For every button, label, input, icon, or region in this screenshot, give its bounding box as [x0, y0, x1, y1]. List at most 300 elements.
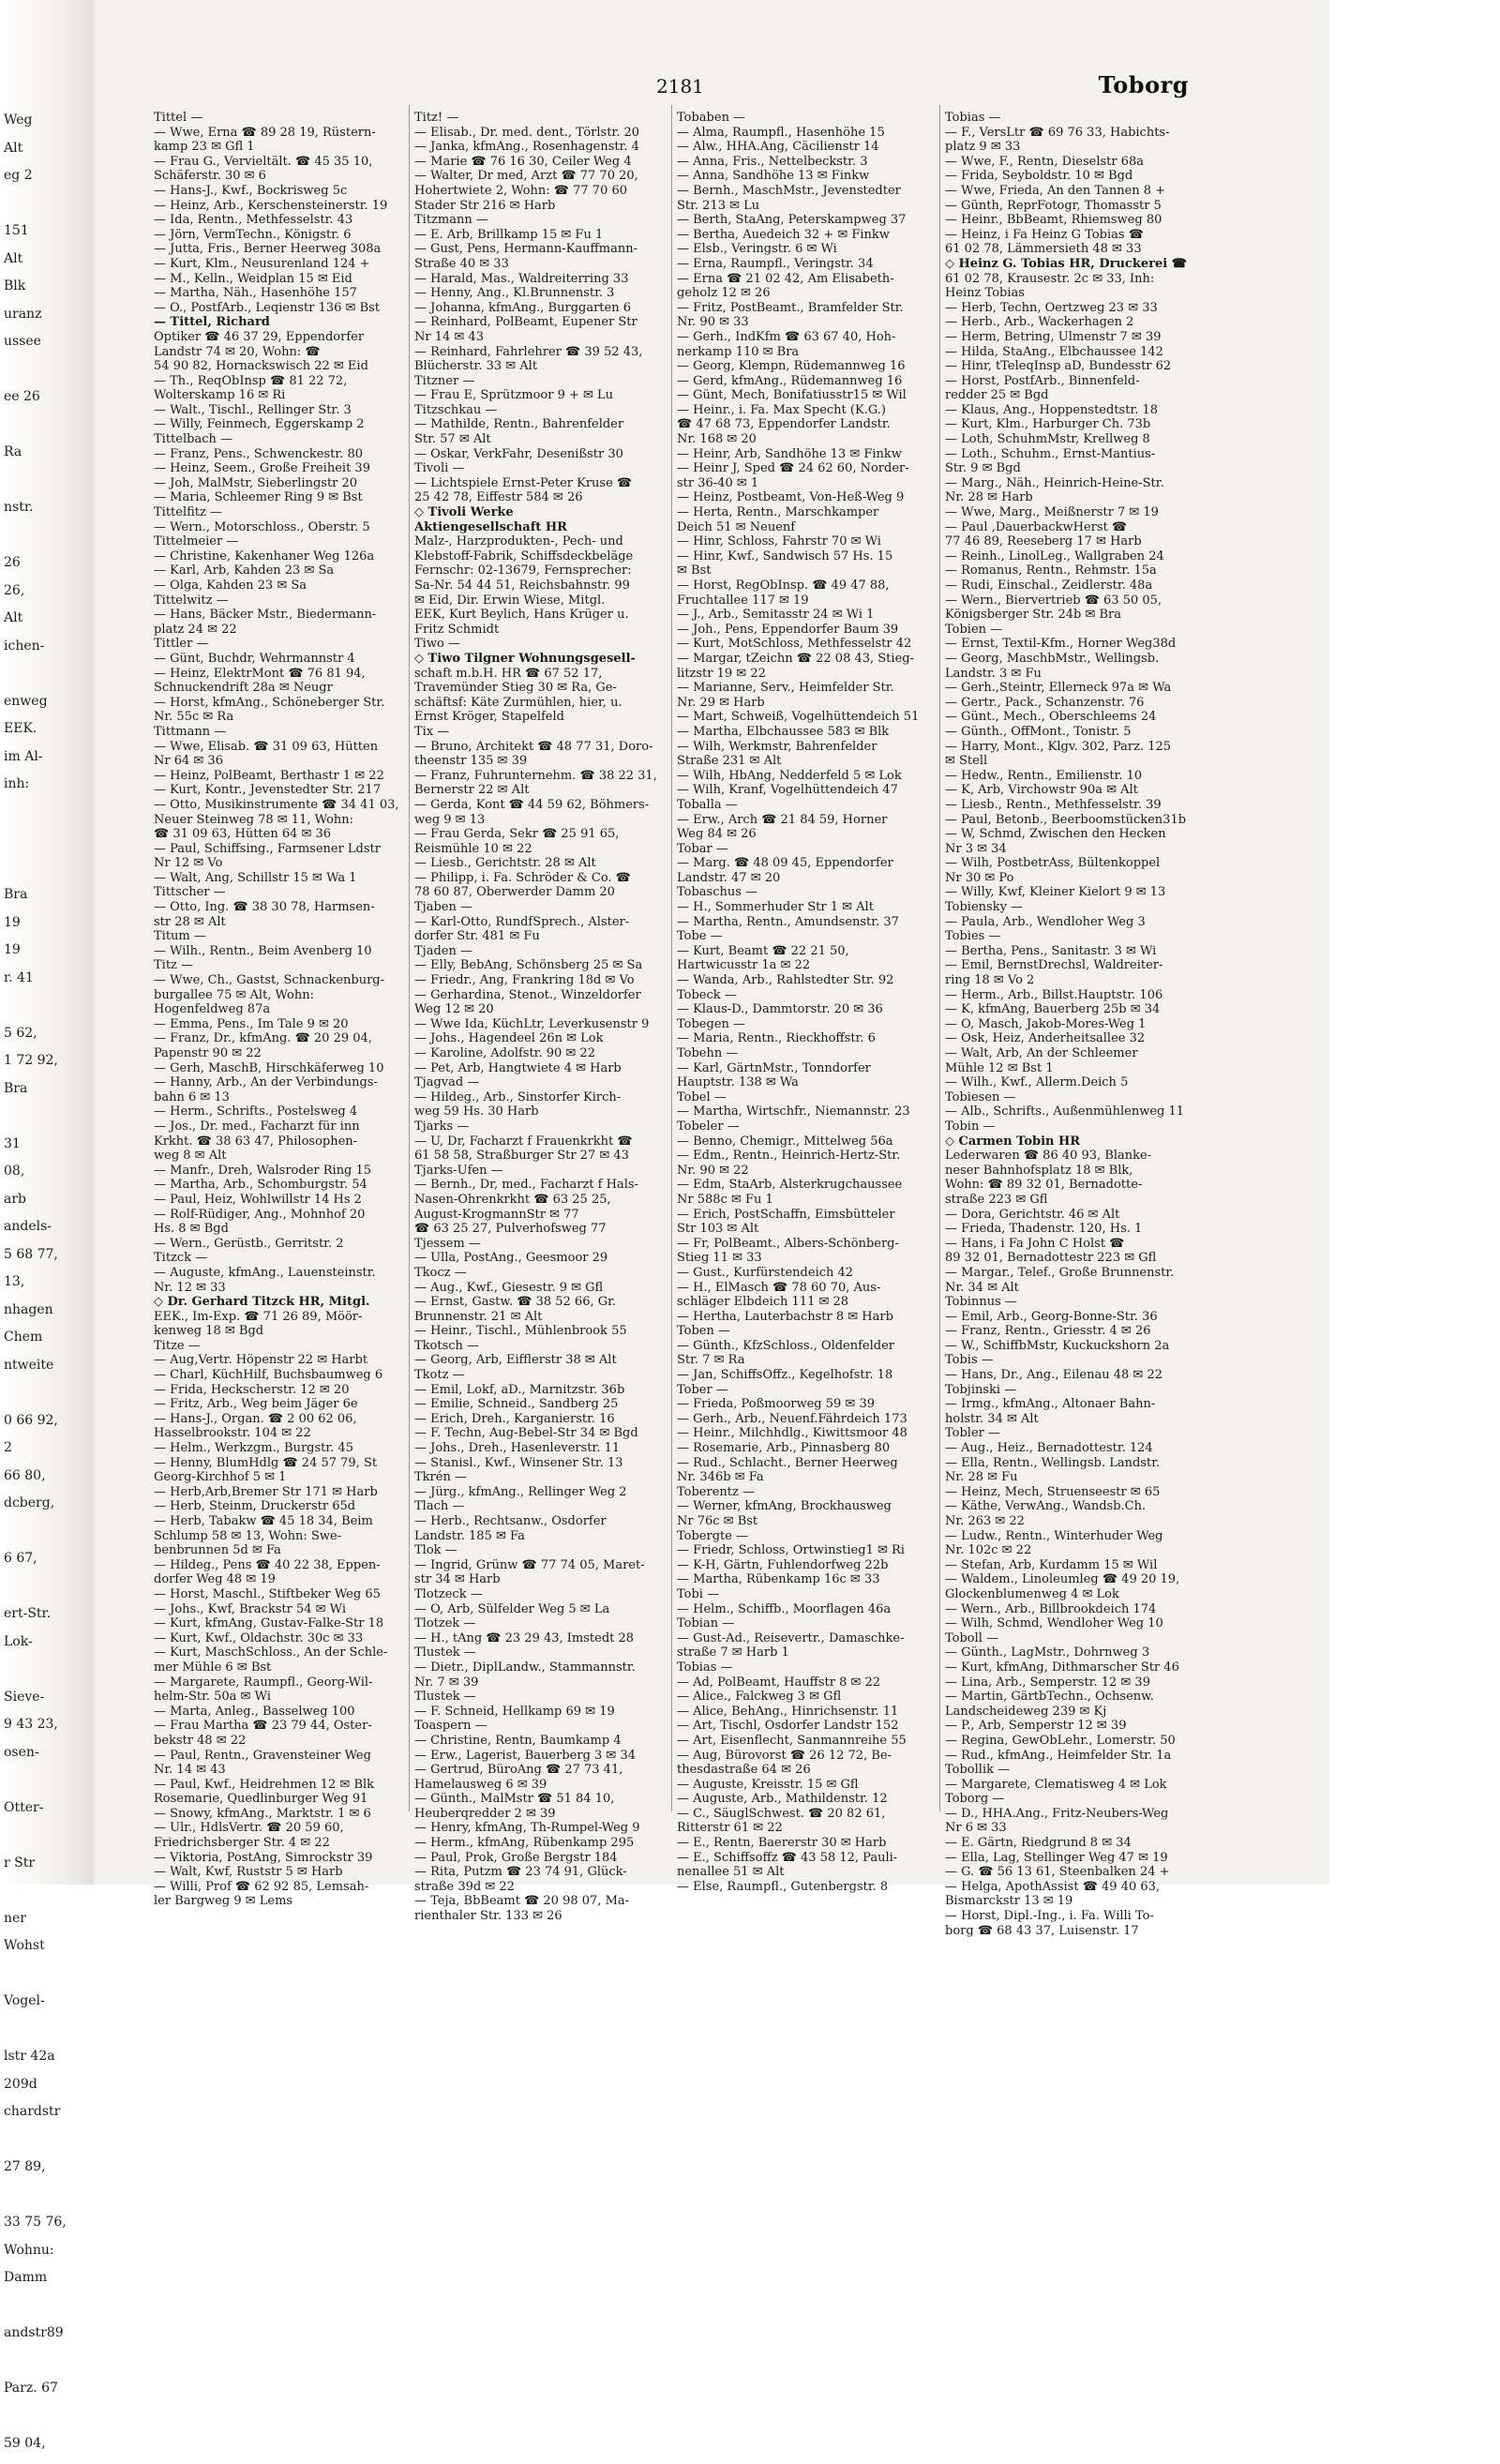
directory-entry-line: — Snowy, kfmAng., Marktstr. 1 ✉ 6 [154, 1806, 371, 1821]
directory-entry-line: Nr. 168 ✉ 20 [677, 432, 757, 447]
directory-entry-line: — Walter, Dr med, Arzt ☎ 77 70 20, [414, 169, 638, 184]
margin-fragment: 19 [4, 942, 21, 957]
surname-heading: Tobias — [677, 1660, 733, 1675]
directory-entry-line: 78 60 87, Oberwerder Damm 20 [414, 885, 615, 900]
directory-entry-line: — Paul, Betonb., Beerboomstücken31b [945, 812, 1187, 827]
margin-fragment: 59 04, [4, 2436, 46, 2451]
directory-entry-line: ☎ 31 09 63, Hütten 64 ✉ 36 [154, 827, 332, 842]
directory-entry-line: — Gerda, Kont ☎ 44 59 62, Böhmers- [414, 797, 650, 812]
directory-entry-line: — Osk, Heiz, Anderheitsallee 32 [945, 1031, 1146, 1046]
directory-entry-line: — O, Masch, Jakob-Mores-Weg 1 [945, 1016, 1147, 1031]
previous-page-edge-text [4, 113, 92, 2464]
directory-entry-line: — Martha, Elbchaussee 583 ✉ Blk [677, 724, 890, 739]
directory-entry-line: 89 32 01, Bernadottestr 223 ✉ Gfl [945, 1251, 1157, 1266]
directory-entry-line: — Walt, Ang, Schillstr 15 ✉ Wa 1 [154, 870, 357, 885]
directory-entry-line: Landstr. 185 ✉ Fa [414, 1528, 525, 1543]
directory-entry-line: Nr. 7 ✉ 39 [414, 1675, 479, 1690]
margin-fragment: andels- [4, 1219, 52, 1234]
surname-heading: Toborg — [945, 1792, 1005, 1807]
directory-entry-line: — Günth., OffMont., Tonistr. 5 [945, 724, 1132, 739]
margin-fragment [4, 1966, 92, 1994]
directory-entry-line: — Frida, Heckscherstr. 12 ✉ 20 [154, 1382, 350, 1397]
directory-entry-line: Straße 231 ✉ Alt [677, 754, 782, 769]
margin-fragment: EEK. [4, 721, 38, 736]
directory-entry-line: — Gerh, MaschB, Hirschkäferweg 10 [154, 1060, 384, 1075]
margin-fragment: Bra [4, 1080, 28, 1096]
directory-entry-line: — Mathilde, Rentn., Bahrenfelder [414, 417, 624, 432]
directory-entry-line: Nr 588c ✉ Fu 1 [677, 1192, 773, 1207]
directory-entry-line: — Rud., Schlacht., Berner Heerweg [677, 1455, 898, 1470]
directory-entry-line: — Aug., Heiz., Bernadottestr. 124 [945, 1441, 1153, 1456]
directory-entry-line: — Stefan, Arb, Kurdamm 15 ✉ Wil [945, 1557, 1158, 1572]
directory-entry-line: — Wern., Biervertrieb ☎ 63 50 05, [945, 593, 1162, 608]
margin-fragment: enweg [4, 693, 48, 709]
surname-heading: Titum — [154, 929, 206, 944]
directory-entry-line: Weg 12 ✉ 20 [414, 1002, 494, 1017]
surname-heading: Tobaschus — [677, 885, 758, 900]
margin-fragment: im Al- [4, 748, 43, 764]
directory-entry-line: — Bertha, Pens., Sanitastr. 3 ✉ Wi [945, 943, 1157, 958]
directory-entry-line: Mühle 12 ✉ Bst 1 [945, 1060, 1054, 1075]
directory-entry-line: — Stanisl., Kwf., Winsener Str. 13 [414, 1455, 623, 1470]
surname-heading: Tkotsch — [414, 1338, 480, 1353]
directory-entry-line: — Reinhard, Fahrlehrer ☎ 39 52 43, [414, 344, 643, 359]
directory-entry-line: — Wanda, Arb., Rahlstedter Str. 92 [677, 973, 894, 988]
directory-entry-line: — Margar, tZeichn ☎ 22 08 43, Stieg- [677, 651, 914, 666]
directory-entry-line: Nr. 102c ✉ 22 [945, 1543, 1032, 1558]
directory-entry-line: — Günt, Mech, Bonifatiusstr15 ✉ Wil [677, 388, 907, 403]
directory-entry-line: ring 18 ✉ Vo 2 [945, 973, 1035, 988]
directory-entry-line: — Marie ☎ 76 16 30, Ceiler Weg 4 [414, 154, 632, 169]
directory-entry-line: Nr. 55c ✉ Ra [154, 710, 234, 725]
margin-fragment [4, 832, 92, 860]
directory-entry-line: — Karl-Otto, RundfSprech., Alster- [414, 914, 630, 929]
surname-heading: Titz — [154, 958, 194, 973]
directory-entry-line: — Günth., MalMstr ☎ 51 84 10, [414, 1792, 615, 1807]
directory-entry-line: — Marg., Näh., Heinrich-Heine-Str. [945, 475, 1164, 490]
directory-entry-line: Rosemarie, Quedlinburger Weg 91 [154, 1792, 368, 1807]
directory-entry-line: — Paul, Heiz, Wohlwillstr 14 Hs 2 [154, 1192, 362, 1207]
directory-entry-line: — Dora, Gerichtstr. 46 ✉ Alt [945, 1207, 1120, 1222]
directory-entry-line: — Horst, Maschl., Stiftbeker Weg 65 [154, 1586, 381, 1601]
margin-fragment [4, 1827, 92, 1856]
directory-entry-line: Str. 7 ✉ Ra [677, 1353, 745, 1368]
margin-fragment [4, 666, 92, 694]
directory-entry-line: — Horst, RegObInsp. ☎ 49 47 88, [677, 578, 890, 593]
directory-entry-line: holstr. 34 ✉ Alt [945, 1411, 1039, 1426]
page-number: 2181 [656, 75, 704, 98]
column-rule [671, 105, 672, 1811]
directory-entry-line: Str. 9 ✉ Bgd [945, 461, 1021, 476]
directory-entry-line: — M., Kelln., Weidplan 15 ✉ Eid [154, 271, 352, 286]
directory-entry-line: — Art, Tischl, Osdorfer Landstr 152 [677, 1719, 899, 1734]
directory-entry-line: Optiker ☎ 46 37 29, Eppendorfer [154, 329, 365, 344]
directory-entry-line: — Heinr J, Sped ☎ 24 62 60, Norder- [677, 461, 909, 476]
directory-entry-line: — Heinz, PolBeamt, Berthastr 1 ✉ 22 [154, 768, 384, 783]
directory-entry-line: Wohn: ☎ 89 32 01, Bernadotte- [945, 1178, 1143, 1193]
surname-heading: Tobiensky — [945, 900, 1024, 915]
directory-entry-line: — Paul, Kwf., Heidrehmen 12 ✉ Blk [154, 1777, 375, 1792]
directory-entry-line: — Hans, Bäcker Mstr., Biedermann- [154, 608, 377, 623]
directory-entry-line: ✉ Stell [945, 754, 988, 769]
directory-entry-line: — K, kfmAng, Bauerberg 25b ✉ 34 [945, 1002, 1161, 1017]
margin-fragment: nhagen [4, 1301, 53, 1317]
directory-entry-line: — Margarete, Clematisweg 4 ✉ Lok [945, 1777, 1167, 1792]
surname-heading: Tittler — [154, 637, 209, 652]
margin-fragment: 27 89, [4, 2159, 46, 2174]
directory-entry-line: Klebstoff-Fabrik, Schiffsdeckbeläge [414, 548, 634, 563]
directory-entry-line: — Aug,Vertr. Höpenstr 22 ✉ Harbt [154, 1353, 368, 1368]
directory-entry-line: — O, Arb, Sülfelder Weg 5 ✉ La [414, 1601, 610, 1616]
surname-heading: Tobjinski — [945, 1382, 1017, 1397]
margin-fragment [4, 362, 92, 390]
directory-entry-line: — Ernst, Textil-Kfm., Horner Weg38d [945, 637, 1177, 652]
directory-entry-line: — Herm., kfmAng, Rübenkamp 295 [414, 1836, 635, 1851]
directory-entry-line: — Martin, GärtbTechn., Ochsenw. [945, 1690, 1154, 1705]
directory-entry-line: — Emilie, Schneid., Sandberg 25 [414, 1397, 619, 1412]
directory-entry-line: Blücherstr. 33 ✉ Alt [414, 359, 538, 374]
directory-entry-line: ler Bargweg 9 ✉ Lems [154, 1894, 293, 1909]
directory-entry-line: — Hinr, Schloss, Fahrstr 70 ✉ Wi [677, 534, 881, 549]
directory-entry-line: — Martha, Wirtschfr., Niemannstr. 23 [677, 1104, 910, 1119]
directory-entry-line: platz 9 ✉ 33 [945, 140, 1021, 155]
margin-fragment [4, 1108, 92, 1136]
directory-entry-line: — Käthe, VerwAng., Wandsb.Ch. [945, 1499, 1147, 1514]
directory-entry-line: — Gertr., Pack., Schanzenstr. 76 [945, 695, 1145, 710]
margin-fragment [4, 1579, 92, 1607]
margin-fragment: 13, [4, 1274, 25, 1289]
directory-entry-line: — Auguste, Arb., Mathildenstr. 12 [677, 1792, 888, 1807]
directory-entry-line: — Gust, Pens, Hermann-Kauffmann- [414, 242, 638, 257]
directory-entry-line: — Aug., Kwf., Giesestr. 9 ✉ Gfl [414, 1280, 604, 1295]
directory-entry-line: Glockenblumenweg 4 ✉ Lok [945, 1586, 1119, 1601]
directory-entry-line: straße 7 ✉ Harb 1 [677, 1645, 789, 1660]
directory-entry-line: — Alice., Falckweg 3 ✉ Gfl [677, 1690, 842, 1705]
margin-fragment: Alt [4, 610, 23, 625]
directory-entry-line: — Frau Martha ☎ 23 79 44, Oster- [154, 1719, 372, 1734]
directory-entry-line: — Heinr, Arb, Sandhöhe 13 ✉ Finkw [677, 446, 902, 461]
margin-fragment: dcberg, [4, 1495, 55, 1510]
directory-entry-line: — Günth., LagMstr., Dohrnweg 3 [945, 1645, 1150, 1660]
directory-entry-line: — Edm, StaArb, Alsterkrugchaussee [677, 1178, 903, 1193]
directory-entry-line: — W., SchiffbMstr, Kuckuckshorn 2a [945, 1338, 1170, 1353]
directory-entry-line: Reismühle 10 ✉ 22 [414, 841, 532, 856]
directory-entry-line: — Wern., Motorschloss., Oberstr. 5 [154, 519, 370, 534]
directory-entry-line: — Günt., Mech., Oberschleems 24 [945, 710, 1157, 725]
directory-entry-line: — Hans-J., Kwf., Bockrisweg 5c [154, 183, 348, 198]
surname-heading: Tjarks — [414, 1119, 470, 1134]
directory-entry-line: — Rosemarie, Arb., Pinnasberg 80 [677, 1441, 891, 1456]
directory-entry-line: August-KrogmannStr ✉ 77 [414, 1207, 579, 1222]
surname-heading: Tjessem — [414, 1236, 481, 1251]
directory-entry-line: Papenstr 90 ✉ 22 [154, 1046, 262, 1060]
directory-entry-line: — Elly, BebAng, Schönsberg 25 ✉ Sa [414, 958, 643, 973]
directory-entry-line: — Rita, Putzm ☎ 23 74 91, Glück- [414, 1865, 627, 1880]
directory-entry-line: — Karl, GärtnMstr., Tonndorfer [677, 1060, 871, 1075]
directory-entry-line: Nr 64 ✉ 36 [154, 754, 223, 769]
directory-entry-line: — Tittel, Richard [154, 315, 270, 330]
directory-entry-line: — Paul, Schiffsing., Farmsener Ldstr [154, 841, 381, 856]
directory-entry-line: — Erich, Dreh., Karganierstr. 16 [414, 1411, 615, 1426]
margin-fragment [4, 473, 92, 501]
directory-entry-line: — Wilh., Rentn., Beim Avenberg 10 [154, 943, 372, 958]
directory-entry-line: — Herm, Betring, Ulmenstr 7 ✉ 39 [945, 329, 1162, 344]
directory-entry-line: — Reinh., LinolLeg., Wallgraben 24 [945, 548, 1164, 563]
margin-fragment: chardstr [4, 2104, 61, 2119]
margin-fragment: 19 [4, 914, 21, 930]
margin-fragment: Vogel- [4, 1993, 45, 2008]
directory-entry-line: — Herm., Arb., Billst.Hauptstr. 106 [945, 987, 1163, 1002]
surname-heading: Tobegen — [677, 1016, 746, 1031]
directory-entry-line: — Kurt, kfmAng, Dithmarscher Str 46 [945, 1660, 1179, 1675]
directory-entry-line: redder 25 ✉ Bgd [945, 388, 1049, 403]
directory-entry-line: Landscheideweg 239 ✉ Kj [945, 1704, 1107, 1719]
directory-entry-line: Fritz Schmidt [414, 622, 500, 637]
directory-entry-line: Schäferstr. 30 ✉ 6 [154, 169, 266, 184]
directory-entry-line: — Paula, Arb., Wendloher Weg 3 [945, 914, 1146, 929]
directory-entry-line: Stader Str 216 ✉ Harb [414, 198, 556, 213]
directory-entry-line: rienthaler Str. 133 ✉ 26 [414, 1909, 562, 1924]
directory-entry-line: straße 223 ✉ Gfl [945, 1192, 1048, 1207]
directory-entry-line: — Frieda, Poßmoorweg 59 ✉ 39 [677, 1397, 875, 1412]
directory-entry-line: — Georg, Arb, Eifflerstr 38 ✉ Alt [414, 1353, 617, 1368]
surname-heading: Tittelfitz — [154, 505, 223, 520]
directory-entry-line: neser Bahnhofsplatz 18 ✉ Blk, [945, 1163, 1133, 1178]
surname-heading: Tlustek — [414, 1690, 476, 1705]
directory-entry-line: — U, Dr, Facharzt f Frauenkrkht ☎ [414, 1134, 633, 1149]
directory-entry-line: — Joh, MalMstr, Sieberlingstr 20 [154, 475, 358, 490]
margin-fragment [4, 2298, 92, 2326]
directory-entry-line: — Hanny, Arb., An der Verbindungs- [154, 1075, 378, 1090]
directory-entry-line: — Frau G., Vervieltält. ☎ 45 35 10, [154, 154, 373, 169]
directory-entry-line: str 36-40 ✉ 1 [677, 475, 759, 490]
directory-entry-line: — Jörn, VermTechn., Königstr. 6 [154, 227, 352, 242]
directory-entry-line: — Edm., Rentn., Heinrich-Hertz-Str. [677, 1149, 901, 1164]
margin-fragment: 08, [4, 1164, 25, 1179]
directory-entry-line: Königsberger Str. 24b ✉ Bra [945, 608, 1122, 623]
directory-entry-line: — Heinz, Mech, Struenseestr ✉ 65 [945, 1484, 1161, 1499]
directory-entry-line: — Franz, Rentn., Griesstr. 4 ✉ 26 [945, 1324, 1151, 1339]
directory-entry-line: Schnuckendrift 28a ✉ Neugr [154, 681, 333, 696]
directory-entry-line: — Th., ReqObInsp ☎ 81 22 72, [154, 373, 348, 388]
directory-entry-line: — Kurt, Klm., Harburger Ch. 73b [945, 417, 1151, 432]
margin-fragment: ert-Str. [4, 1606, 52, 1621]
surname-heading: Tobar — [677, 841, 728, 856]
directory-entry-line: — Benno, Chemigr., Mittelweg 56a [677, 1134, 893, 1149]
surname-heading: Titze — [154, 1338, 201, 1353]
directory-entry-line: — Lina, Arb., Semperstr. 12 ✉ 39 [945, 1675, 1150, 1690]
directory-entry-line: kamp 23 ✉ Gfl 1 [154, 140, 255, 155]
directory-column-2 [414, 111, 668, 1924]
directory-entry-line: — Joh., Pens, Eppendorfer Baum 39 [677, 622, 899, 637]
directory-entry-line: Nr 12 ✉ Vo [154, 856, 223, 871]
directory-entry-line: — Auguste, kfmAng., Lauensteinstr. [154, 1265, 376, 1280]
directory-column-4 [945, 111, 1204, 1938]
directory-entry-line: — Gerd, kfmAng., Rüdemannweg 16 [677, 373, 903, 388]
directory-entry-line: — P., Arb, Semperstr 12 ✉ 39 [945, 1719, 1127, 1734]
margin-fragment: ner [4, 1910, 26, 1926]
directory-entry-line: — Ludw., Rentn., Winterhuder Weg [945, 1528, 1163, 1543]
directory-entry-line: str 28 ✉ Alt [154, 914, 226, 929]
directory-entry-line: — Hilda, StaAng., Elbchaussee 142 [945, 344, 1163, 359]
directory-entry-line: — Friedr, Schloss, Ortwinstieg1 ✉ Ri [677, 1543, 905, 1558]
directory-entry-line: Friedrichsberger Str. 4 ✉ 22 [154, 1836, 330, 1851]
directory-entry-line: — Martha, Arb., Schomburgstr. 54 [154, 1178, 368, 1193]
directory-entry-line: — Ad, PolBeamt, Hauffstr 8 ✉ 22 [677, 1675, 881, 1690]
directory-entry-line: — H., ElMasch ☎ 78 60 70, Aus- [677, 1280, 881, 1295]
directory-entry-line: — Waldem., Linoleumleg ☎ 49 20 19, [945, 1572, 1180, 1587]
margin-fragment: arb [4, 1191, 27, 1207]
directory-entry-line: — Bruno, Architekt ☎ 48 77 31, Doro- [414, 739, 653, 754]
directory-entry-line: — Johs., Kwf, Brackstr 54 ✉ Wi [154, 1601, 346, 1616]
directory-entry-line: — Manfr., Dreh, Walsroder Ring 15 [154, 1163, 372, 1178]
directory-entry-line: — K, Arb, Virchowstr 90a ✉ Alt [945, 783, 1138, 798]
directory-entry-line: — Willi, Prof ☎ 62 92 85, Lemsah- [154, 1879, 369, 1894]
directory-entry-line: — Regina, GewObLehr., Lomerstr. 50 [945, 1733, 1176, 1748]
surname-heading: Tobaben — [677, 111, 746, 125]
directory-entry-line: Nr 76c ✉ Bst [677, 1514, 758, 1528]
directory-entry-line: weg 8 ✉ Alt [154, 1149, 227, 1164]
directory-entry-line: — Kurt, MaschSchloss., An der Schle- [154, 1645, 388, 1660]
directory-entry-line: — Martha, Rübenkamp 16c ✉ 33 [677, 1572, 880, 1587]
directory-entry-line: — Wern., Arb., Billbrookdeich 174 [945, 1601, 1157, 1616]
directory-entry-line: — Herb, Tabakw ☎ 45 18 34, Beim [154, 1514, 373, 1528]
directory-entry-line: — C., SäuglSchwest. ☎ 20 82 61, [677, 1806, 886, 1821]
directory-entry-line: — Johs., Hagendeel 26n ✉ Lok [414, 1031, 604, 1046]
directory-entry-line: — Rudi, Einschal., Zeidlerstr. 48a [945, 578, 1153, 593]
directory-entry-line: — Heinr., i. Fa. Max Specht (K.G.) [677, 402, 886, 417]
margin-fragment: Wohst [4, 1938, 45, 1953]
directory-entry-line: — Hans, Dr., Ang., Eilenau 48 ✉ 22 [945, 1368, 1162, 1383]
margin-fragment: 9 43 23, [4, 1717, 58, 1732]
directory-entry-line: — Jürg., kfmAng., Rellinger Weg 2 [414, 1484, 627, 1499]
directory-entry-line: Malz-, Harzprodukten-, Pech- und [414, 534, 623, 549]
directory-entry-line: Fernschr: 02-13679, Fernsprecher: [414, 563, 632, 578]
directory-entry-line: — O., PostfArb., Leqienstr 136 ✉ Bst [154, 300, 381, 315]
directory-entry-line: — Wilh, Werkmstr, Bahrenfelder [677, 739, 878, 754]
surname-heading: Tiwo — [414, 637, 460, 652]
directory-entry-line: — Rud., kfmAng., Heimfelder Str. 1a [945, 1748, 1172, 1763]
directory-entry-line: schäftsf: Käte Zurmühlen, hier, u. [414, 695, 622, 710]
directory-entry-line: Ernst Kröger, Stapelfeld [414, 710, 564, 725]
directory-entry-line: — Frida, Seyboldstr. 10 ✉ Bgd [945, 169, 1133, 184]
directory-entry-line: Nr. 28 ✉ Harb [945, 490, 1033, 505]
directory-entry-line: helm-Str. 50a ✉ Wi [154, 1690, 271, 1705]
directory-entry-line: 77 46 89, Reeseberg 17 ✉ Harb [945, 534, 1142, 549]
directory-entry-line: — Philipp, i. Fa. Schröder & Co. ☎ [414, 870, 631, 885]
directory-entry-line: — Harald, Mas., Waldreiterring 33 [414, 271, 629, 286]
directory-entry-line: bekstr 48 ✉ 22 [154, 1733, 247, 1748]
directory-entry-line: — Heinz, ElektrMont ☎ 76 81 94, [154, 666, 366, 681]
directory-entry-line: — Georg, Klempn, Rüdemannweg 16 [677, 359, 906, 374]
surname-heading: Tobien — [945, 622, 1003, 637]
directory-entry-line: — Horst, PostfArb., Binnenfeld- [945, 373, 1140, 388]
directory-entry-line: — Kurt, Kontr., Jevenstedter Str. 217 [154, 783, 382, 798]
directory-entry-line: — Heinz, Arb., Kerschensteinerstr. 19 [154, 198, 388, 213]
margin-fragment: ee 26 [4, 389, 40, 404]
directory-entry-line: — Berth, StaAng, Peterskampweg 37 [677, 213, 907, 228]
directory-entry-line: — Paul, Rentn., Gravensteiner Weg [154, 1748, 371, 1763]
directory-entry-line: Nasen-Ohrenkrkht ☎ 63 25 25, [414, 1192, 611, 1207]
directory-entry-line: — Heinz, Seem., Große Freiheit 39 [154, 461, 370, 476]
directory-entry-line: — Alb., Schrifts., Außenmühlenweg 11 [945, 1104, 1185, 1119]
directory-entry-line: — Walt., Tischl., Rellinger Str. 3 [154, 402, 352, 417]
surname-heading: Tjaden — [414, 943, 472, 958]
margin-fragment: osen- [4, 1744, 39, 1760]
directory-entry-line: bahn 6 ✉ 13 [154, 1089, 230, 1104]
directory-entry-line: Str. 213 ✉ Lu [677, 198, 760, 213]
surname-heading: Tlok — [414, 1543, 458, 1558]
surname-heading: Tobe — [677, 929, 723, 944]
margin-fragment: Damm [4, 2270, 48, 2285]
surname-heading: Tobeler — [677, 1119, 740, 1134]
directory-entry-line: — Frau E, Sprützmoor 9 + ✉ Lu [414, 388, 614, 403]
surname-heading: Tlach — [414, 1499, 465, 1514]
directory-entry-line: — Kurt, kfmAng, Gustav-Falke-Str 18 [154, 1616, 384, 1631]
directory-entry-line: — Hertha, Lauterbachstr 8 ✉ Harb [677, 1309, 893, 1324]
directory-entry-line: ◇ Carmen Tobin HR [945, 1134, 1081, 1149]
directory-entry-line: — Henry, kfmAng, Th-Rumpel-Weg 9 [414, 1821, 640, 1836]
directory-entry-line: — Walt, Arb, An der Schleemer [945, 1046, 1138, 1060]
directory-entry-line: 54 90 82, Hornackswisch 22 ✉ Eid [154, 359, 368, 374]
surname-heading: Tobin — [945, 1119, 996, 1134]
directory-entry-line: — Lichtspiele Ernst-Peter Kruse ☎ [414, 475, 633, 490]
margin-fragment: Chem [4, 1330, 43, 1345]
directory-entry-line: — Kurt, Kwf., Oldachstr. 30c ✉ 33 [154, 1630, 364, 1645]
directory-entry-line: ◇ Tiwo Tilgner Wohnungsgesell- [414, 651, 636, 666]
directory-entry-line: — Hedw., Rentn., Emilienstr. 10 [945, 768, 1143, 783]
surname-heading: Tobias — [945, 111, 1001, 125]
margin-fragment [4, 2353, 92, 2381]
directory-entry-line: — Erna ☎ 21 02 42, Am Elisabeth- [677, 271, 894, 286]
margin-fragment: 1 72 92, [4, 1053, 58, 1068]
directory-entry-line: — Wilh, Kranf, Vogelhüttendeich 47 [677, 783, 898, 798]
directory-entry-line: — Herta, Rentn., Marschkamper [677, 505, 879, 520]
directory-entry-line: — Herb, Techn, Oertzweg 23 ✉ 33 [945, 300, 1158, 315]
directory-entry-line: — Jan, SchiffsOffz., Kegelhofstr. 18 [677, 1368, 893, 1383]
directory-entry-line: — Emil, Arb., Georg-Bonne-Str. 36 [945, 1309, 1158, 1324]
margin-fragment: 5 62, [4, 1025, 38, 1041]
directory-entry-line: Nr 30 ✉ Po [945, 870, 1014, 885]
surname-heading: Tobehn — [677, 1046, 739, 1060]
margin-fragment: Bra [4, 887, 28, 902]
directory-entry-line: — Henny, Ang., Kl.Brunnenstr. 3 [414, 286, 615, 301]
directory-entry-line: — E. Arb, Brillkamp 15 ✉ Fu 1 [414, 227, 604, 242]
margin-fragment [4, 196, 92, 224]
directory-entry-line: — Hildeg., Pens ☎ 40 22 38, Eppen- [154, 1557, 381, 1572]
column-rule [409, 105, 410, 1811]
directory-entry-line: — Wilh, Schmd, Wendloher Weg 10 [945, 1616, 1163, 1631]
directory-entry-line: — Romanus, Rentn., Rehmstr. 15a [945, 563, 1157, 578]
directory-entry-line: — Heinr., Milchhdlg., Kiwittsmoor 48 [677, 1426, 908, 1441]
directory-entry-line: borg ☎ 68 43 37, Luisenstr. 17 [945, 1923, 1139, 1938]
directory-entry-line: — Hans, i Fa John C Holst ☎ [945, 1236, 1125, 1251]
margin-fragment: 26, [4, 582, 25, 598]
margin-fragment: r Str [4, 1855, 36, 1871]
directory-entry-line: mer Mühle 6 ✉ Bst [154, 1660, 272, 1675]
margin-fragment [4, 1883, 92, 1911]
directory-entry-line: — Elisab., Dr. med. dent., Törlstr. 20 [414, 125, 640, 140]
margin-fragment: ichen- [4, 638, 45, 654]
directory-entry-line: — Hinr, tTeleqInsp aD, Bundesstr 62 [945, 359, 1172, 374]
directory-entry-line: — Aug, Bürovorst ☎ 26 12 72, Be- [677, 1748, 892, 1763]
directory-entry-line: Hartwicusstr 1a ✉ 22 [677, 958, 811, 973]
surname-heading: Tobian — [677, 1616, 735, 1631]
directory-entry-line: Sa-Nr. 54 44 51, Reichsbahnstr. 99 [414, 578, 630, 593]
surname-heading: Tlotzeck — [414, 1586, 483, 1601]
margin-fragment [4, 2021, 92, 2050]
directory-entry-line: — Helm., Schiffb., Moorflagen 46a [677, 1601, 892, 1616]
